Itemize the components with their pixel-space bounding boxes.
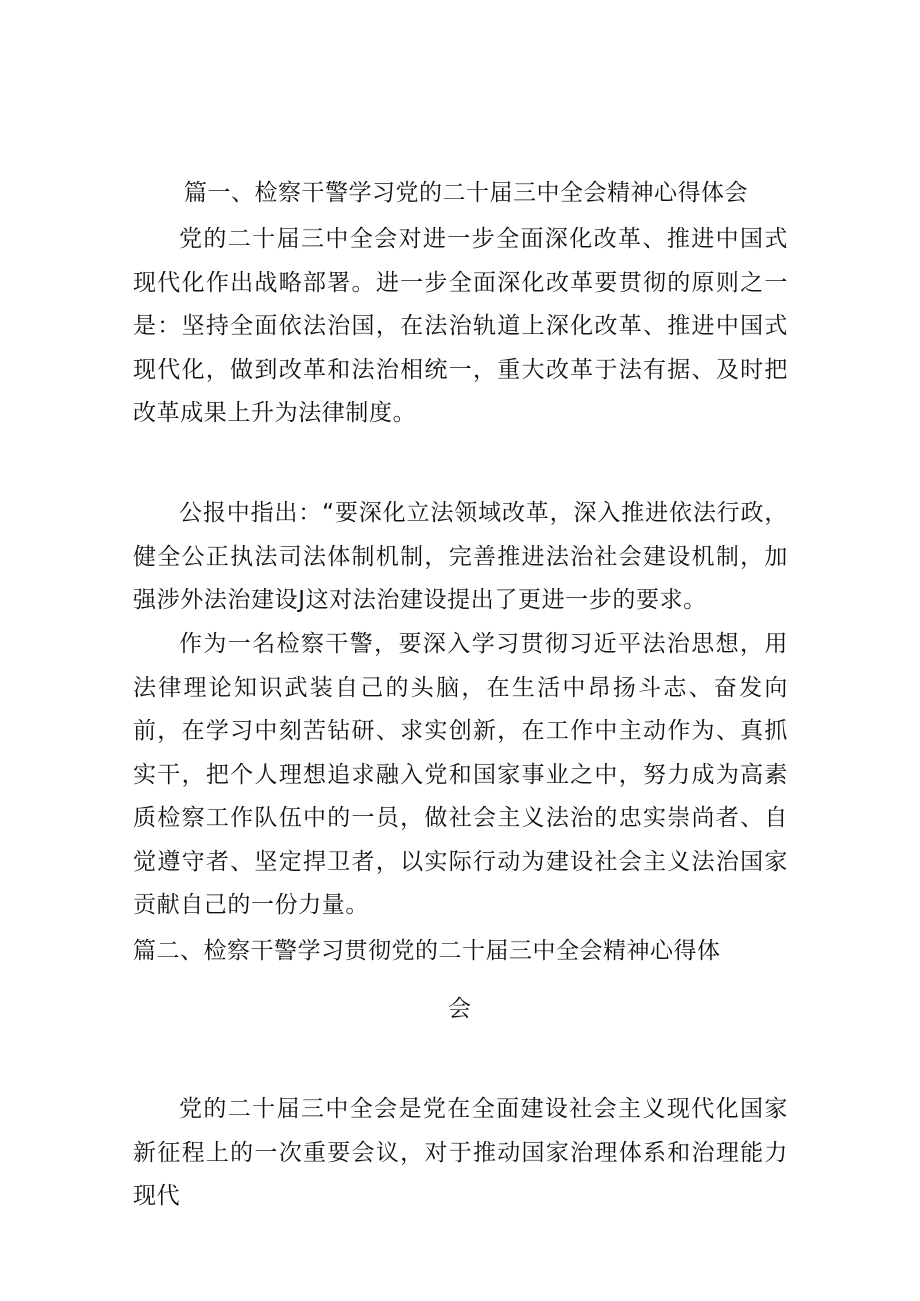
section-1-title: 篇一、检察干警学习党的二十届三中全会精神心得体会 bbox=[184, 180, 748, 206]
section-1-paragraph-2: 公报中指出：“要深化立法领域改革，深入推进依法行政，健全公正执法司法体制机制，完善推进法治社会建设机制，加强涉外法治建设J这对法治建设提出了更进一步的要求。 bbox=[133, 500, 788, 613]
section-2-paragraph-1: 党的二十届三中全会是党在全面建设社会主义现代化国家新征程上的一次重要会议，对于推动国家治理体系和治理能力现代 bbox=[133, 1096, 788, 1209]
section-2-title-line-2: 会 bbox=[448, 996, 472, 1022]
section-1-paragraph-1: 党的二十届三中全会对进一步全面深化改革、推进中国式现代化作出战略部署。进一步全面深化改革要贯彻的原则之一是：坚持全面依法治国，在法治轨道上深化改革、推进中国式现代化，做到改革和法治相统一，重大改革于法有据、及时把改革成果上升为法律制度。 bbox=[133, 226, 788, 426]
section-2-title-line-1: 篇二、检察干警学习贯彻党的二十届三中全会精神心得体 bbox=[133, 938, 721, 964]
section-1-paragraph-3: 作为一名检察干警，要深入学习贯彻习近平法治思想，用法律理论知识武装自己的头脑，在生活中昂扬斗志、奋发向前，在学习中刻苦钻研、求实创新，在工作中主动作为、真抓实干，把个人理想追求融入党和国家事业之中，努力成为高素质检察工作队伍中的一员，做社会主义法治的忠实崇尚者、自觉遵守者、坚定捍卫者，以实际行动为建设社会主义法治国家贡献自己的一份力量。 bbox=[133, 631, 788, 918]
